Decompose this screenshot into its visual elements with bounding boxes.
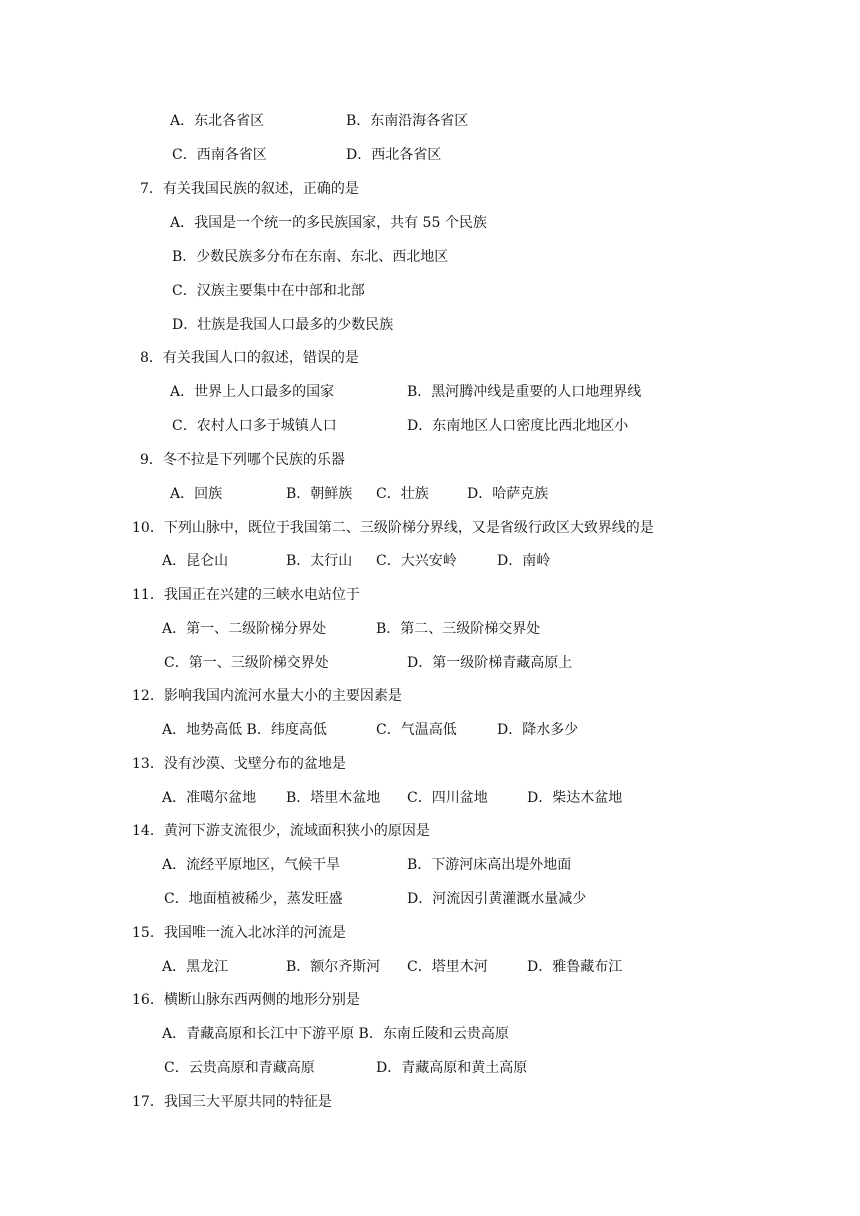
- q12-option-ab: A．地势高低 B．纬度高低: [162, 722, 327, 738]
- q9-option-c: C．壮族: [376, 486, 429, 502]
- q9-option-a: A．回族: [170, 486, 223, 502]
- q6-option-a: A．东北各省区: [170, 113, 265, 129]
- q8-option-d: D．东南地区人口密度比西北地区小: [407, 418, 629, 434]
- q8-option-a: A．世界上人口最多的国家: [170, 384, 335, 400]
- q6-option-c: C．西南各省区: [172, 147, 267, 163]
- q12-option-c: C．气温高低: [376, 722, 457, 738]
- q8-option-b: B．黑河腾冲线是重要的人口地理界线: [407, 384, 642, 400]
- q15-option-a: A．黑龙江: [162, 959, 229, 975]
- q11-option-c: C．第一、三级阶梯交界处: [164, 655, 329, 671]
- q14-option-d: D．河流因引黄灌溉水量减少: [407, 891, 587, 907]
- q12-option-d: D．降水多少: [497, 722, 579, 738]
- q10-option-b: B．太行山: [286, 553, 353, 569]
- q13-option-c: C．四川盆地: [407, 790, 488, 806]
- q14-option-a: A．流经平原地区，气候干旱: [162, 857, 341, 873]
- q10-option-d: D．南岭: [497, 553, 551, 569]
- q9-option-b: B．朝鲜族: [286, 486, 353, 502]
- q16-stem: 16．横断山脉东西两侧的地形分别是: [132, 992, 360, 1008]
- q6-option-d: D．西北各省区: [346, 147, 442, 163]
- q14-option-b: B．下游河床高出堤外地面: [407, 857, 572, 873]
- q9-option-d: D．哈萨克族: [467, 486, 549, 502]
- q17-stem: 17．我国三大平原共同的特征是: [132, 1094, 332, 1110]
- q15-option-d: D．雅鲁藏布江: [527, 959, 623, 975]
- q7-option-b: B．少数民族多分布在东南、东北、西北地区: [172, 249, 449, 265]
- q15-option-c: C．塔里木河: [407, 959, 488, 975]
- q15-option-b: B．额尔齐斯河: [286, 959, 381, 975]
- q14-stem: 14．黄河下游支流很少，流域面积狭小的原因是: [132, 823, 430, 839]
- q12-stem: 12．影响我国内流河水量大小的主要因素是: [132, 688, 402, 704]
- q10-option-a: A．昆仑山: [162, 553, 229, 569]
- q15-stem: 15．我国唯一流入北冰洋的河流是: [132, 925, 346, 941]
- q10-option-c: C．大兴安岭: [376, 553, 457, 569]
- q16-option-ab: A．青藏高原和长江中下游平原 B．东南丘陵和云贵高原: [162, 1026, 509, 1042]
- q7-stem: 7．有关我国民族的叙述，正确的是: [140, 181, 359, 197]
- q7-option-d: D．壮族是我国人口最多的少数民族: [172, 317, 394, 333]
- q13-stem: 13．没有沙漠、戈壁分布的盆地是: [132, 756, 346, 772]
- q11-stem: 11．我国正在兴建的三峡水电站位于: [132, 587, 360, 603]
- q8-stem: 8．有关我国人口的叙述，错误的是: [140, 350, 359, 366]
- q11-option-d: D．第一级阶梯青藏高原上: [407, 655, 573, 671]
- q11-option-a: A．第一、二级阶梯分界处: [162, 621, 327, 637]
- q16-option-d: D．青藏高原和黄土高原: [376, 1060, 528, 1076]
- q9-stem: 9．冬不拉是下列哪个民族的乐器: [140, 452, 345, 468]
- q13-option-a: A．准噶尔盆地: [162, 790, 257, 806]
- q8-option-c: C．农村人口多于城镇人口: [172, 418, 337, 434]
- q13-option-b: B．塔里木盆地: [286, 790, 381, 806]
- q16-option-c: C．云贵高原和青藏高原: [164, 1060, 315, 1076]
- q10-stem: 10．下列山脉中，既位于我国第二、三级阶梯分界线，又是省级行政区大致界线的是: [132, 520, 654, 536]
- q6-option-b: B．东南沿海各省区: [346, 113, 469, 129]
- q14-option-c: C．地面植被稀少，蒸发旺盛: [164, 891, 343, 907]
- q7-option-a: A．我国是一个统一的多民族国家，共有 55 个民族: [170, 215, 487, 231]
- q11-option-b: B．第二、三级阶梯交界处: [376, 621, 541, 637]
- q13-option-d: D．柴达木盆地: [527, 790, 623, 806]
- q7-option-c: C．汉族主要集中在中部和北部: [172, 283, 365, 299]
